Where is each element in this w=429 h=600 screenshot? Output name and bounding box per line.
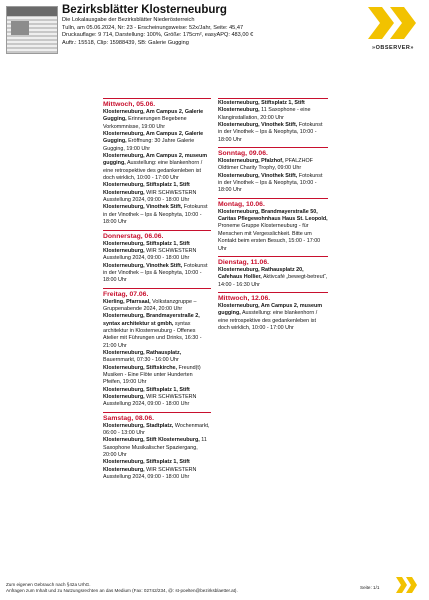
footer-notice <box>6 582 238 594</box>
event-entry <box>218 122 328 144</box>
event-date-heading: Montag, 10.06. <box>218 200 265 208</box>
observer-logo-text: »OBSERVER» <box>372 45 414 51</box>
event-date-heading: Dienstag, 11.06. <box>218 258 270 266</box>
event-location: Klosterneuburg, Stiftsplatz 1, Stift Klosterneuburg, <box>103 182 190 196</box>
header-line: Tulln, am 05.06.2024, Nr: 23 - Erscheinungsweise: 52x/Jahr, Seite: 45,47 <box>62 24 244 31</box>
event-location: Klosterneuburg, Stiftsplatz 1, Stift Klosterneuburg, <box>103 459 190 473</box>
event-description: 11 Saxophone Musikalischer Spaziergang, 20:00 Uhr <box>103 437 207 459</box>
event-date-heading: Mittwoch, 12.06. <box>218 294 271 302</box>
event-entry <box>103 423 211 438</box>
event-date-heading: Donnerstag, 06.06. <box>103 232 164 240</box>
header-line: Druckauflage: 9 714, Darstellung: 100%, Größe: 175cm², easyAPQ: 483,00 € <box>62 32 254 39</box>
event-location: Klosterneuburg, Am Campus 2, Galerie Gugging, <box>103 109 204 123</box>
event-day-section <box>103 230 211 285</box>
event-entry <box>103 350 211 365</box>
event-entry <box>103 109 211 131</box>
event-day-section <box>103 98 211 227</box>
event-entry <box>103 387 211 409</box>
header-line: Auftr.: 15518, Clip: 15988439, SB: Galerie Gugging <box>62 39 189 46</box>
event-entry <box>103 204 211 226</box>
event-location: Klosterneuburg, Vinothek Stift, <box>218 172 298 179</box>
event-description: Freund(t) Musiken - Eine Flöte unter Hunderten Pfeifen, 19:00 Uhr <box>103 364 201 386</box>
event-description: Fotokunst in der Vinothek – Ips & Neophyta, 10:00 - 18:00 Uhr <box>218 122 323 143</box>
event-location: Klosterneuburg, Am Campus 2, museum gugging, <box>218 302 323 317</box>
event-location: Klosterneuburg, Vinothek Stift, <box>103 262 183 269</box>
event-column-right <box>218 98 328 335</box>
event-description: Aktivcafé „bewegt-betreut“, 14:00 - 16:30 Uhr <box>218 274 328 288</box>
event-entry <box>218 267 328 289</box>
event-location: Klosterneuburg, Rathausplatz 20, Cafehaus Hollier, <box>218 266 304 281</box>
event-location: Klosterneuburg, Pfalzhof, <box>218 158 284 165</box>
event-entry <box>103 153 211 182</box>
event-location: Klosterneuburg, Stiftsplatz 1, Stift Klosterneuburg, <box>218 100 305 114</box>
event-description: Fotokunst in der Vinothek – Ips & Neophyta, 10:00 - 18:00 Uhr <box>218 172 323 194</box>
event-description: Wochenmarkt, 06:00 - 13:00 Uhr <box>103 422 210 437</box>
event-entry <box>103 437 211 459</box>
event-location: Klosterneuburg, Stiftskirche, <box>103 364 177 371</box>
event-entry <box>103 459 211 481</box>
event-description: WIR SCHWESTERN Ausstellung 2024, 09:00 - 18:00 Uhr <box>103 466 197 481</box>
event-location: Klosterneuburg, Stiftsplatz 1, Stift Klosterneuburg, <box>103 386 190 401</box>
event-description: WIR SCHWESTERN Ausstellung 2024, 09:00 - 18:00 Uhr <box>103 189 197 204</box>
event-entry <box>103 241 211 263</box>
event-location: Klosterneuburg, Vinothek Stift, <box>218 122 298 129</box>
event-entry <box>103 263 211 285</box>
event-entry <box>103 365 211 387</box>
event-entry <box>103 182 211 204</box>
observer-logo-icon <box>362 3 424 45</box>
event-description: syntax architektur in Klosterneuburg - Offenes Atelier mit Führungen und Drinks, 16:30 - 21:00 Uhr <box>103 320 202 349</box>
page-number: Seite: 1/1 <box>360 585 380 590</box>
thumbnail-masthead <box>7 7 57 16</box>
event-day-section <box>103 288 211 409</box>
event-description: WIR SCHWESTERN Ausstellung 2024, 09:00 - 18:00 Uhr <box>103 247 197 262</box>
event-location: Klosterneuburg, Am Campus 2, Galerie Gugging, <box>103 131 204 145</box>
event-day-section <box>218 198 328 253</box>
event-description: Erinnerungen Begebene Vorkommnisse, 19:00 Uhr <box>103 116 187 130</box>
event-day-section <box>218 292 328 332</box>
event-entry <box>103 313 211 350</box>
event-location: Klosterneuburg, Am Campus 2, museum gugging, <box>103 153 208 167</box>
clipping-thumbnail <box>6 6 58 54</box>
event-location: Klosterneuburg, Rathausplatz, <box>103 349 182 356</box>
event-location: Kierling, Pfarrsaal, <box>103 298 151 305</box>
event-location: Klosterneuburg, Brandmayerstraße 50, Caritas Pflegewohnhaus Haus St. Leopold, <box>218 208 328 223</box>
event-date-heading: Samstag, 08.06. <box>103 414 155 422</box>
event-location: Klosterneuburg, Vinothek Stift, <box>103 204 183 211</box>
inquiry-line: Anfragen zum Inhalt und zu Nutzungsrechten an das Medium (Fax: 02742/234, @: st-poelten@bezirksblaetter.at). <box>6 588 238 593</box>
event-description: WIR SCHWESTERN Ausstellung 2024, 09:00 - 18:00 Uhr <box>103 394 197 408</box>
publication-title: Bezirksblätter Klosterneuburg <box>62 4 227 16</box>
event-entry <box>218 100 328 122</box>
event-description: Eröffnung: 30 Jahre Galerie Gugging, 19:00 Uhr <box>103 138 195 152</box>
clip-header <box>62 3 352 47</box>
event-location: Klosterneuburg, Brandmayerstraße 2, syntax architektur st gmbh, <box>103 313 200 327</box>
event-location: Klosterneuburg, Stadtplatz, <box>103 422 174 429</box>
event-day-section <box>218 98 328 144</box>
event-description: Fotokunst in der Vinothek – Ips & Neophyta, 10:00 - 18:00 Uhr <box>103 262 208 284</box>
event-description: Fotokunst in der Vinothek – Ips & Neophyta, 10:00 - 18:00 Uhr <box>103 204 208 226</box>
event-description: Ausstellung: eine blankenhorn / eine retrospektive des gedankenleben ist doch wirklich, 10:00 - 17:00 Uhr <box>218 310 318 331</box>
event-entry <box>218 158 328 173</box>
event-entry <box>103 299 211 314</box>
event-day-section <box>103 412 211 482</box>
event-description: Bauernmarkt, 07:30 - 16:00 Uhr <box>103 357 179 364</box>
event-description: Ausstellung: eine blankenhorn / eine retrospektive des gedankenleben ist doch wirklich, 10:00 - 17:00 Uhr <box>103 160 203 182</box>
event-location: Klosterneuburg, Stiftsplatz 1, Stift Klosterneuburg, <box>103 240 190 254</box>
event-day-section <box>218 256 328 289</box>
thumbnail-photo <box>11 21 29 35</box>
header-line: Die Lokalausgabe der Bezirksblätter Niederösterreich <box>62 17 195 23</box>
event-date-heading: Sonntag, 09.06. <box>218 150 268 158</box>
event-date-heading: Freitag, 07.06. <box>103 290 149 298</box>
event-description: Proneme Gruppe Klosterneuburg - für Menschen mit Vergesslichkeit. Bitte um Kontakt beim ersten Besuch, 15:00 - 17:00 Uhr <box>218 223 321 252</box>
observer-footer-logo-icon <box>394 576 420 594</box>
event-entry <box>218 209 328 253</box>
event-location: Klosterneuburg, Stift Klosterneuburg, <box>103 437 200 444</box>
event-entry <box>103 131 211 153</box>
event-description: Volkstanzgruppe – Gruppenabende 2024, 20:00 Uhr <box>103 298 197 312</box>
event-column-left <box>103 98 211 484</box>
copyright-line: Zum eigenen Gebrauch nach §42a UrhG. <box>6 582 91 587</box>
event-entry <box>218 173 328 195</box>
event-entry <box>218 303 328 332</box>
event-description: 11 Saxophone - eine Klanginstallation, 20:00 Uhr <box>218 107 311 121</box>
event-day-section <box>218 147 328 195</box>
event-description: PFALZHOF Oldtimer Charity Trophy, 09:00 Uhr <box>218 158 313 172</box>
event-date-heading: Mittwoch, 05.06. <box>103 101 156 108</box>
